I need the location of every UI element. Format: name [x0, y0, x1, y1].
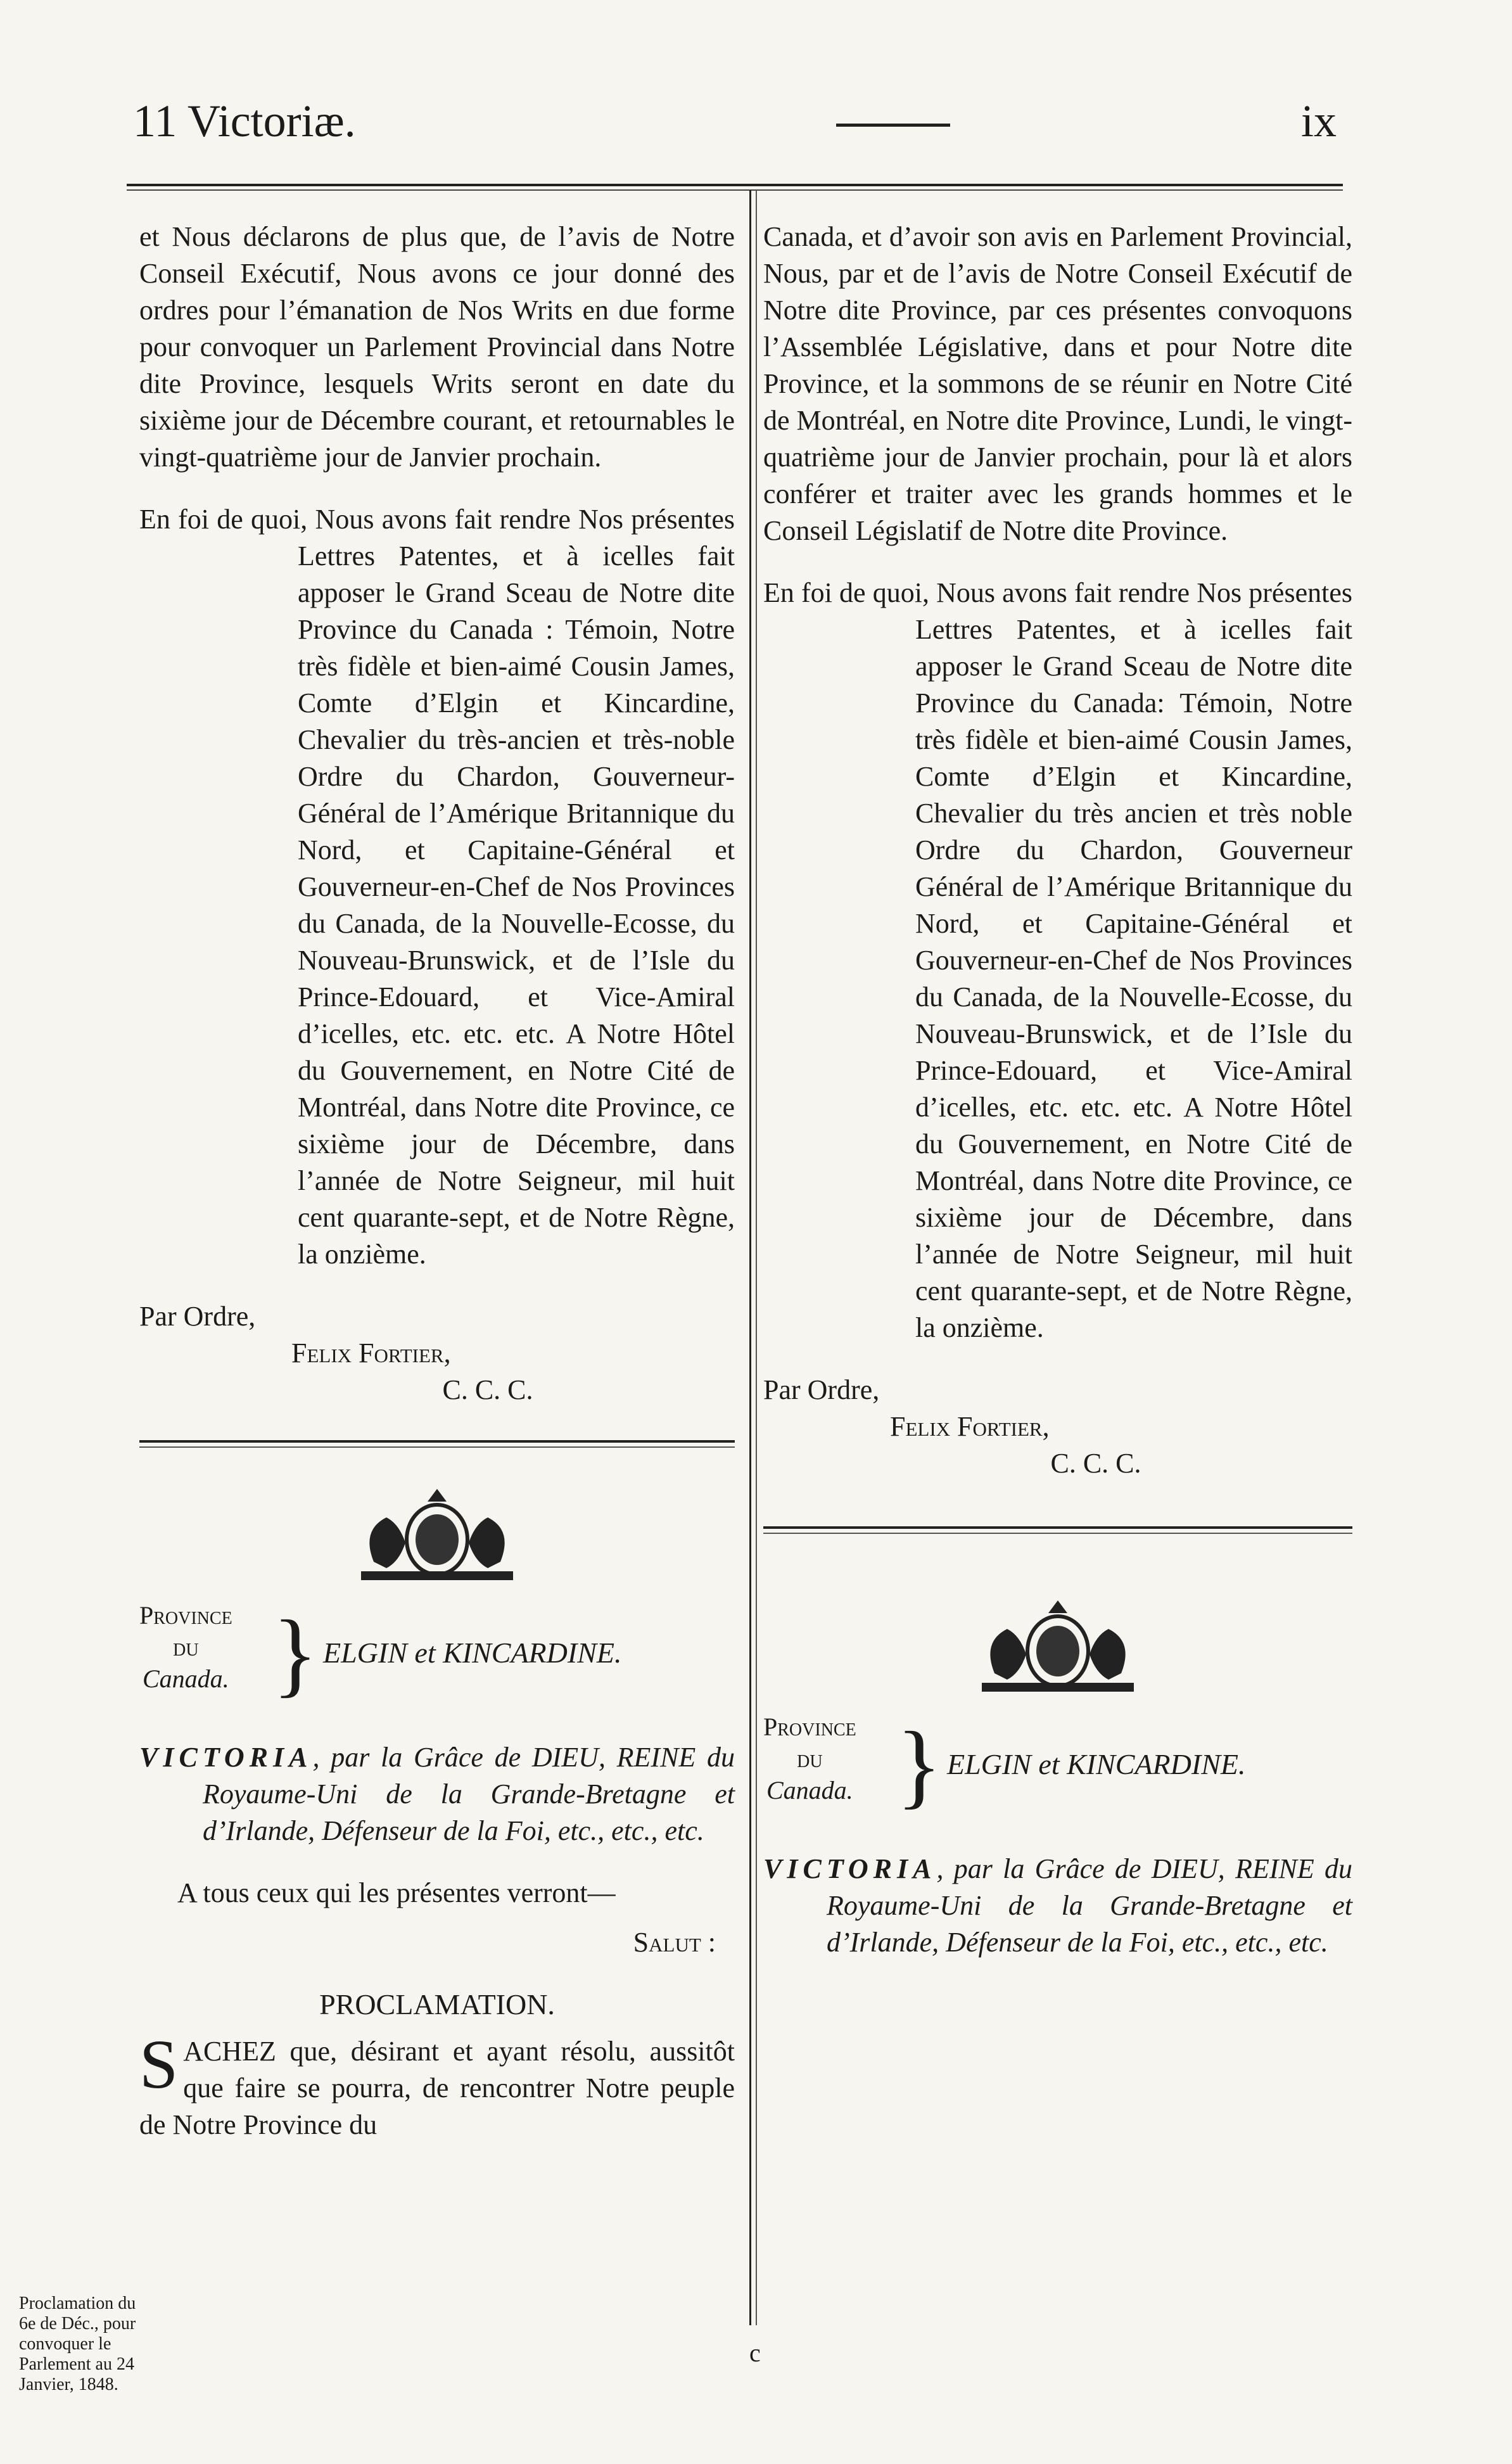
left-province-heading	[139, 1600, 735, 1727]
running-head: 11 Victoriæ.	[133, 96, 356, 146]
column-divider	[749, 190, 751, 2325]
right-victoria-text: , par la Grâce de DIEU, REINE du Royaume-Uni de la Grande-Bretagne et d’Irlande, Défenseur de la Foi, etc., etc., etc.	[827, 1853, 1352, 1958]
header-rule	[127, 184, 1343, 186]
proclamation-drop-cap: S	[139, 2026, 179, 2103]
column-divider-thin	[756, 190, 757, 2325]
right-province-label	[763, 1711, 856, 1806]
left-section-rule	[139, 1440, 735, 1443]
left-province-word: Province	[139, 1601, 232, 1630]
royal-coat-of-arms-icon	[956, 1591, 1159, 1699]
right-section-rule	[763, 1526, 1352, 1529]
header-dash	[836, 124, 950, 127]
left-victoria-text: , par la Grâce de DIEU, REINE du Royaume-Uni de la Grande-Bretagne et d’Irlande, Défenseur de la Foi, etc., etc., etc.	[203, 1742, 735, 1846]
proclamation-paragraph	[139, 2026, 735, 2143]
right-signer: Felix Fortier,	[890, 1411, 1050, 1442]
right-column	[763, 219, 1352, 1961]
left-salut: Salut :	[633, 1927, 716, 1958]
right-du-word: du	[797, 1744, 823, 1773]
left-canada-word: Canada.	[143, 1664, 229, 1693]
right-paragraph-1: Canada, et d’avoir son avis en Parlement Provincial, Nous, par et de l’avis de Notre Conseil Exécutif de Notre dite Province, par ces présentes convoquons l’Assemblée Législative, dans et pour Notre dite Province, et la sommons de se réunir en Notre Cité de Montréal, en Notre dite Province, Lundi, le vingt-quatrième jour de Janvier prochain, pour là et alors conférer et traiter avec les grands hommes et le Conseil Législatif de Notre dite Province.	[763, 221, 1352, 546]
page-header	[133, 95, 1337, 152]
royal-coat-of-arms-icon	[336, 1479, 538, 1587]
right-victoria-title	[763, 1851, 1352, 1961]
margin-note: Proclamation du 6e de Déc., pour convoquer le Parlement au 24 Janvier, 1848.	[19, 2294, 136, 2394]
right-province-heading	[763, 1711, 1352, 1838]
left-salutation: A tous ceux qui les présentes verront—	[177, 1877, 616, 1908]
right-canada-word: Canada.	[766, 1776, 853, 1804]
right-province-title: ELGIN et KINCARDINE.	[947, 1748, 1246, 1780]
left-signer-title: C. C. C.	[442, 1374, 533, 1405]
left-witness-paragraph: En foi de quoi, Nous avons fait rendre Nos présentes Lettres Patentes, et à icelles fait apposer le Grand Sceau de Notre dite Province du Canada : Témoin, Notre très fidèle et bien-aimé Cousin James, Comte d’Elgin et Kincardine, Chevalier du très-ancien et très-noble Ordre du Chardon, Gouverneur-Général de l’Amérique Britannique du Nord, et Capitaine-Général et Gouverneur-en-Chef de Nos Provinces du Canada, de la Nouvelle-Ecosse, du Nouveau-Brunswick, et de l’Isle du Prince-Edouard, et Vice-Amiral d’icelles, etc. etc. etc. A Notre Hôtel du Gouvernement, en Notre Cité de Montréal, dans Notre dite Province, ce sixième jour de Décembre, dans l’année de Notre Seigneur, mil huit cent quarante-sept, et de Notre Règne, la onzième.	[139, 504, 735, 1270]
left-du-word: du	[173, 1633, 199, 1661]
left-column	[139, 219, 735, 2143]
header-rule-thin	[127, 189, 1343, 191]
left-par-ordre: Par Ordre,	[139, 1301, 256, 1332]
left-section-rule-thin	[139, 1446, 735, 1448]
proclamation-title: PROCLAMATION.	[319, 1988, 555, 2020]
signature-mark: c	[749, 2339, 761, 2367]
page-number: ix	[1300, 96, 1337, 146]
right-victoria-name: VICTORIA	[763, 1853, 937, 1884]
right-signer-title: C. C. C.	[1050, 1448, 1141, 1479]
right-section-rule-thin	[763, 1533, 1352, 1534]
left-province-title: ELGIN et KINCARDINE.	[323, 1637, 622, 1669]
left-victoria-title	[139, 1739, 735, 1849]
left-brace: }	[272, 1601, 318, 1706]
left-signer: Felix Fortier,	[291, 1337, 451, 1369]
left-victoria-name: VICTORIA	[139, 1742, 313, 1773]
left-province-label	[139, 1600, 232, 1695]
right-par-ordre: Par Ordre,	[763, 1374, 880, 1405]
right-province-word: Province	[763, 1713, 856, 1741]
left-paragraph-1: et Nous déclarons de plus que, de l’avis de Notre Conseil Exécutif, Nous avons ce jour donné des ordres pour l’émanation de Nos Writs en due forme pour convoquer un Parlement Provincial dans Notre dite Province, lesquels Writs seront en date du sixième jour de Décembre courant, et retournables le vingt-quatrième jour de Janvier prochain.	[139, 221, 735, 473]
right-witness-paragraph: En foi de quoi, Nous avons fait rendre Nos présentes Lettres Patentes, et à icelles fait apposer le Grand Sceau de Notre dite Province du Canada: Témoin, Notre très fidèle et bien-aimé Cousin James, Comte d’Elgin et Kincardine, Chevalier du très ancien et très noble Ordre du Chardon, Gouverneur Général de l’Amérique Britannique du Nord, et Capitaine-Général et Gouverneur-en-Chef de Nos Provinces du Canada, de la Nouvelle-Ecosse, du Nouveau-Brunswick, et de l’Isle du Prince-Edouard, et Vice-Amiral d’icelles, etc. etc. etc. A Notre Hôtel du Gouvernement, en Notre Cité de Montréal, dans Notre dite Province, ce sixième jour de Décembre, dans l’année de Notre Seigneur, mil huit cent quarante-sept, et de Notre Règne, la onzième.	[763, 577, 1352, 1343]
proclamation-text: ACHEZ que, désirant et ayant résolu, aussitôt que faire se pourra, de rencontrer Notre peuple de Notre Province du	[139, 2036, 735, 2140]
right-brace: }	[896, 1713, 942, 1818]
